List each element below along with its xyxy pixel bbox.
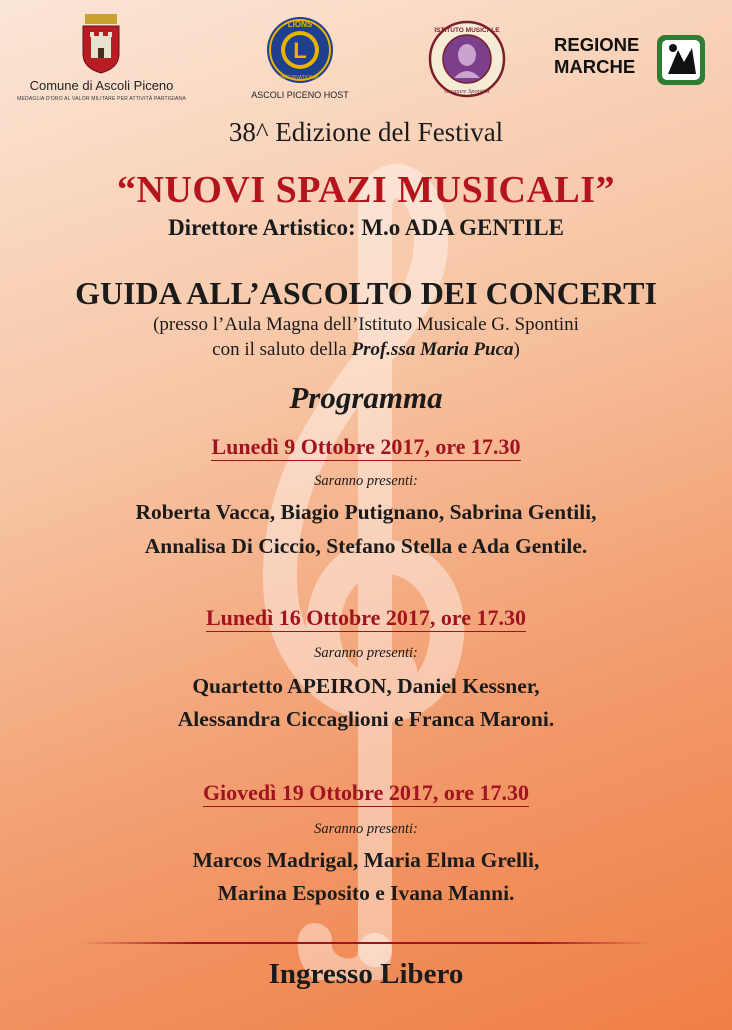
concert-2-names-line2: Alessandra Ciccaglioni e Franca Maroni. (177, 707, 555, 731)
lions-ring-bottom-text: INTERNATIONAL (280, 75, 320, 81)
istituto-logo (428, 20, 506, 98)
concert-3-date-text: Giovedì 19 Ottobre 2017, ore 17.30 (202, 780, 530, 805)
concert-2-date-text: Lunedì 16 Ottobre 2017, ore 17.30 (205, 605, 527, 630)
greeting-name: Prof.ssa Maria Puca (351, 339, 514, 360)
edition-line: 38^ Edizione del Festival (228, 117, 504, 147)
regione-logo (550, 32, 710, 92)
istituto-seal-icon (428, 20, 506, 98)
lions-logo (245, 14, 355, 106)
regione-line1: REGIONE (554, 34, 640, 55)
concert-1-names-line1: Roberta Vacca, Biagio Putignano, Sabrina Gentili, (135, 500, 597, 524)
istituto-ring-text: ISTITUTO MUSICALE (434, 27, 500, 34)
lions-host-text: ASCOLI PICENO HOST (251, 90, 349, 100)
istituto-ring-bottom-text: Gaspare Spontini (444, 88, 490, 95)
concert-3-names-line1: Marcos Madrigal, Maria Elma Grelli, (192, 848, 540, 872)
guide-title: GUIDA ALL’ASCOLTO DEI CONCERTI (75, 275, 657, 311)
artistic-director: Direttore Artistico: M.o ADA GENTILE (168, 215, 564, 240)
greeting-prefix: con il saluto della (212, 339, 352, 360)
footer-divider (80, 942, 652, 944)
concert-1-date (0, 434, 732, 460)
concert-1-present-label: Saranno presenti: (314, 473, 418, 489)
concert-2-names-line1: Quartetto APEIRON, Daniel Kessner, (192, 674, 540, 698)
concert-2-present-label: Saranno presenti: (314, 645, 418, 661)
regione-name (554, 34, 639, 78)
festival-title: “NUOVI SPAZI MUSICALI” (116, 169, 616, 211)
concert-3-date (0, 780, 732, 806)
free-entry-text: Ingresso Libero (268, 958, 464, 990)
programma-heading: Programma (289, 380, 443, 415)
concert-1-names-line2: Annalisa Di Ciccio, Stefano Stella e Ada Gentile. (144, 534, 588, 558)
concert-3-names-line2: Marina Esposito e Ivana Manni. (217, 881, 515, 905)
venue-line: (presso l’Aula Magna dell’Istituto Musicale G. Spontini (153, 314, 579, 335)
greeting-suffix: ) (513, 339, 520, 360)
comune-medal-text: MEDAGLIA D'ORO AL VALOR MILITARE PER ATTIVITÀ PARTIGIANA (17, 96, 186, 102)
comune-crest-icon (79, 14, 123, 74)
regione-emblem-icon (656, 34, 706, 86)
lions-letter: L (293, 38, 307, 63)
comune-name: Comune di Ascoli Piceno (29, 78, 174, 93)
concert-2-date (0, 605, 732, 631)
logo-bar (0, 0, 732, 110)
concert-1-date-text: Lunedì 9 Ottobre 2017, ore 17.30 (211, 434, 521, 459)
concert-3-present-label: Saranno presenti: (314, 821, 418, 837)
comune-logo (14, 14, 189, 102)
greeting-line (0, 339, 732, 361)
lions-ring-text: LIONS (287, 20, 313, 29)
lions-emblem-icon (265, 14, 335, 86)
regione-line2: MARCHE (554, 56, 636, 77)
